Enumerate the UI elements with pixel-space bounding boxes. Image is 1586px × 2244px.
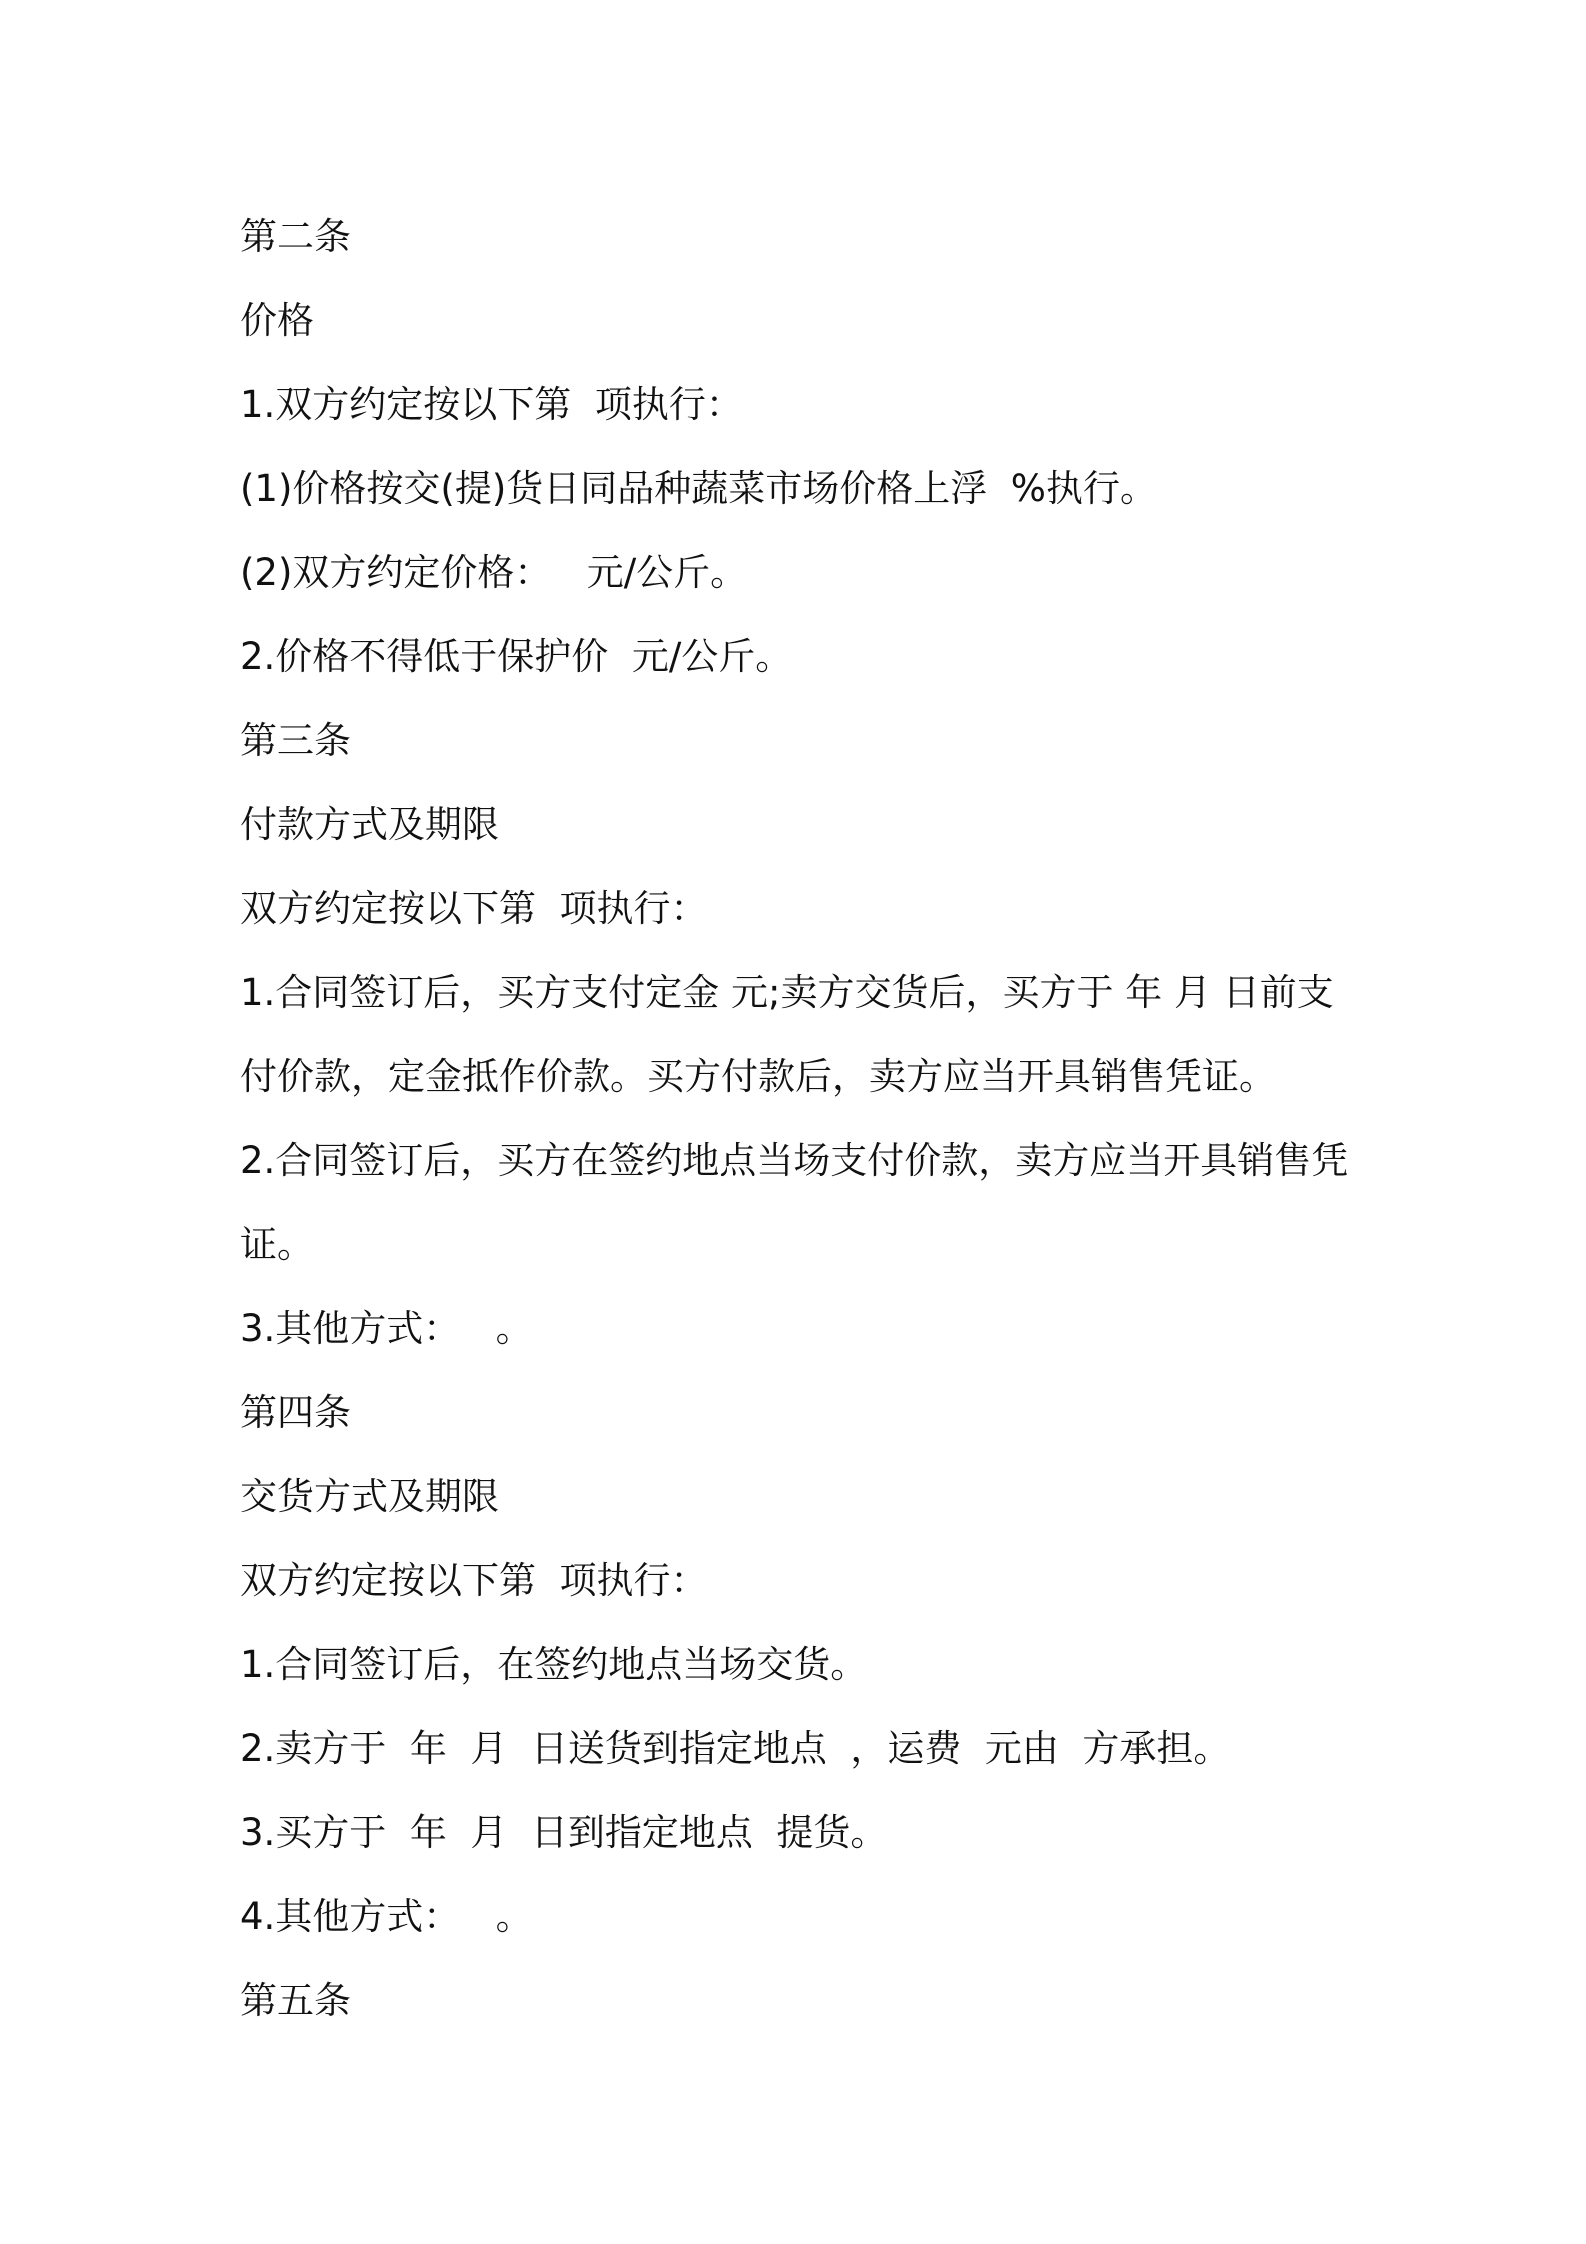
delivery-intro: 双方约定按以下第 项执行： xyxy=(240,1559,708,1602)
payment-option-2: 2.合同签订后，买方在签约地点当场支付价款，卖方应当开具销售凭证。 xyxy=(240,1139,1349,1266)
document-body xyxy=(240,195,1360,2043)
payment-option-1: 1.合同签订后，买方支付定金 元;卖方交货后，买方于 年 月 日前支付价款，定金抵作价款。买方付款后，卖方应当开具销售凭证。 xyxy=(240,971,1334,1098)
article-3-heading: 第三条 xyxy=(240,719,351,762)
price-option-2: (2)双方约定价格： 元/公斤。 xyxy=(240,551,748,594)
price-clause-2: 2.价格不得低于保护价 元/公斤。 xyxy=(240,635,793,678)
price-clause-1: 1.双方约定按以下第 项执行： xyxy=(240,383,743,426)
article-2-heading: 第二条 xyxy=(240,215,351,258)
article-5-heading: 第五条 xyxy=(240,1979,351,2022)
delivery-option-2: 2.卖方于 年 月 日送货到指定地点 ，运费 元由 方承担。 xyxy=(240,1727,1231,1770)
delivery-option-3: 3.买方于 年 月 日到指定地点 提货。 xyxy=(240,1811,888,1854)
article-3-title: 付款方式及期限 xyxy=(240,803,499,846)
delivery-option-1: 1.合同签订后，在签约地点当场交货。 xyxy=(240,1643,868,1686)
delivery-option-4: 4.其他方式： 。 xyxy=(240,1895,533,1938)
article-2-title: 价格 xyxy=(240,299,314,342)
article-4-title: 交货方式及期限 xyxy=(240,1475,499,1518)
article-4-heading: 第四条 xyxy=(240,1391,351,1434)
price-option-1: (1)价格按交(提)货日同品种蔬菜市场价格上浮 %执行。 xyxy=(240,467,1157,510)
payment-option-3: 3.其他方式： 。 xyxy=(240,1307,533,1350)
payment-intro: 双方约定按以下第 项执行： xyxy=(240,887,708,930)
